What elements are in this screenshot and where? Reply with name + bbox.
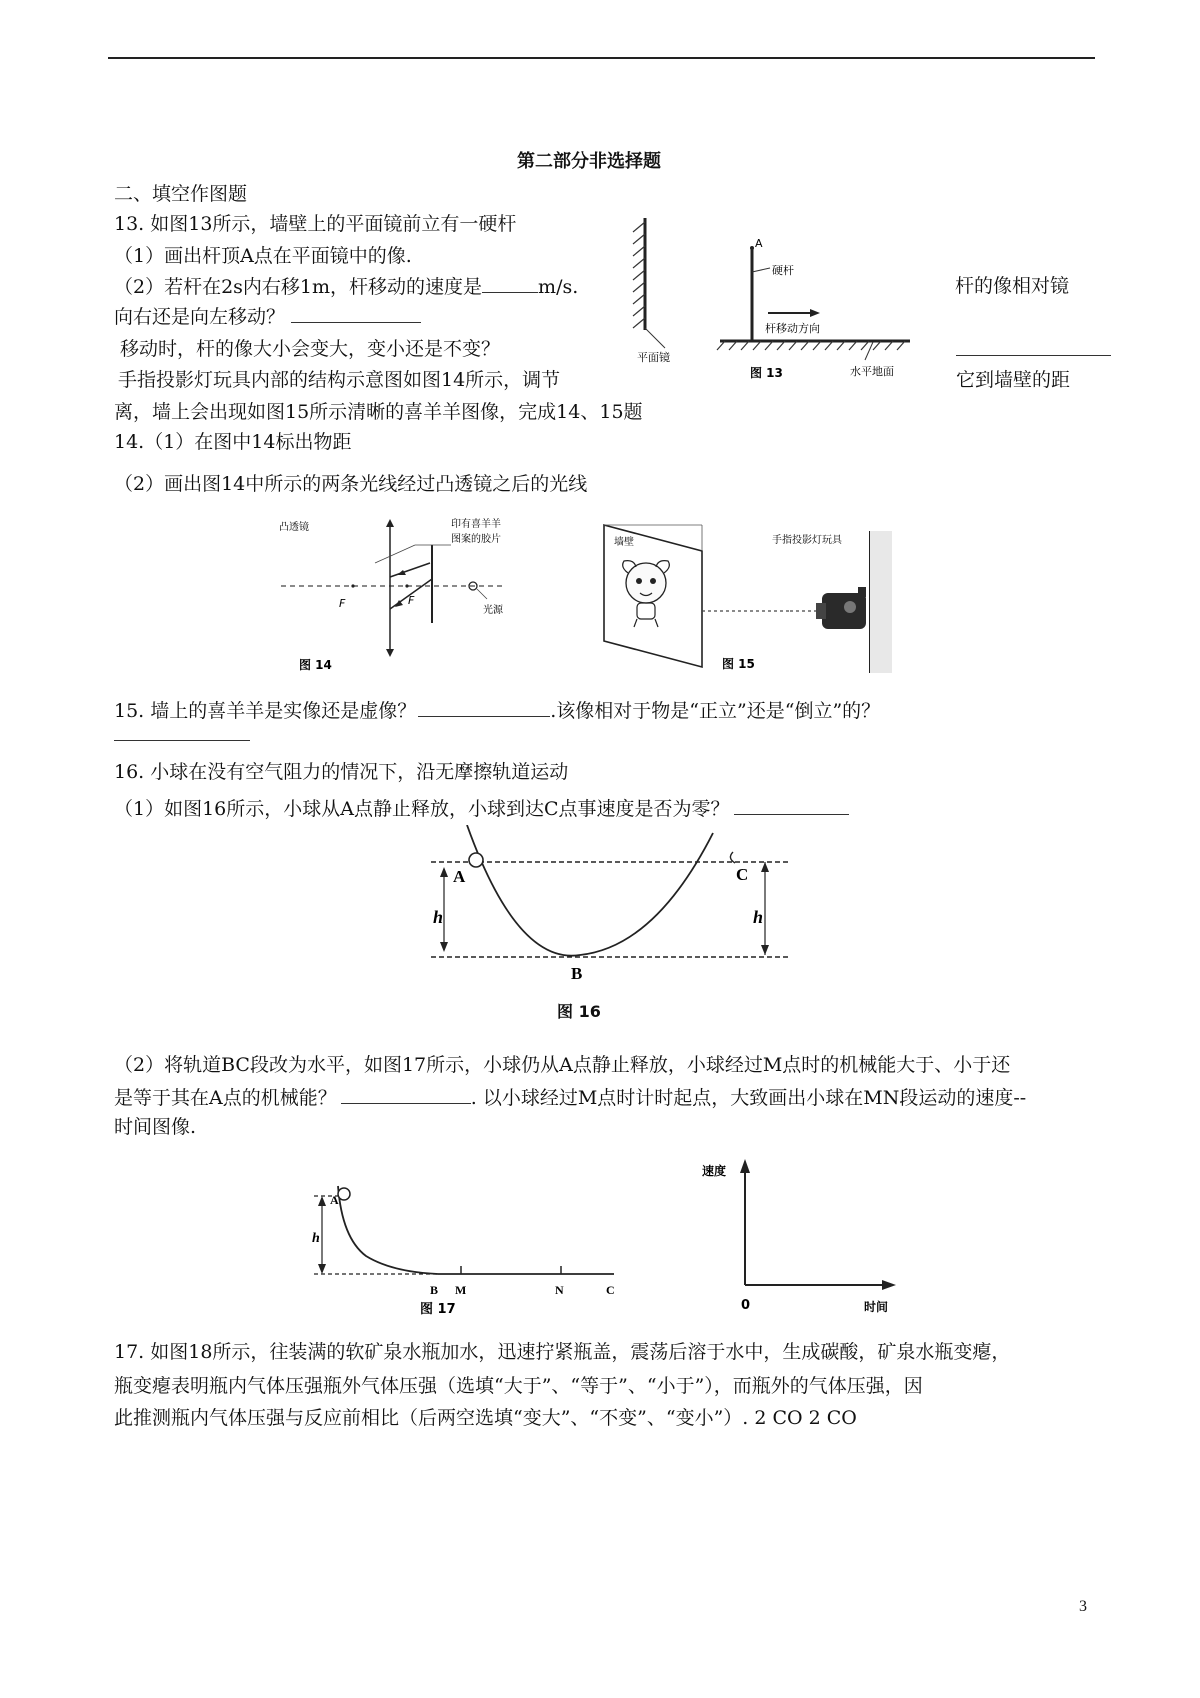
q15-line [114,698,880,723]
q13-speed-unit: m/s. [538,276,579,298]
fig16-label-C: C [736,865,749,884]
subsection-heading: 二、填空作图题 [114,183,248,205]
velocity-time-graph [670,1155,910,1320]
q13-stem: 13. 如图13所示，墙壁上的平面镜前立有一硬杆 [114,213,517,235]
fig14-label-lens: 凸透镜 [279,522,309,533]
q17-line2: 瓶变瘪表明瓶内气体压强瓶外气体压强（选填“大于”、“等于”、“小于”），而瓶外的气体压强，因 [114,1375,923,1397]
q16-part2-question: 是等于其在A点的机械能？ [114,1087,337,1109]
q16-part2-graph-instruction: . 以小球经过M点时计时起点，大致画出小球在MN段运动的速度-- [470,1087,1027,1109]
q15-orientation-blank-wrap [114,722,250,747]
figure-14 [275,515,535,675]
q15-real-virtual-blank[interactable] [418,698,550,717]
q14-part1: 14.（1）在图中14标出物距 [114,431,352,453]
fig15-label-toy: 手指投影灯玩具 [772,535,842,546]
q13-part2-line [114,274,578,299]
figure-16 [425,825,795,1025]
q13-size-blank-wrap [956,337,1111,362]
fig14-label-F2: F [408,594,415,607]
q13-speed-blank[interactable] [482,274,538,293]
fig14-label-film-2: 图案的胶片 [451,534,501,545]
fig17-label-C: C [606,1283,615,1297]
figure-13 [625,210,925,386]
q14-intro: 手指投影灯玩具内部的结构示意图如图14所示，调节 [118,369,561,391]
fig17-label-h: h [312,1231,320,1246]
fig13-label-rod: 硬杆 [772,264,794,277]
graph-origin: 0 [741,1298,751,1313]
fig13-label-A: A [755,237,763,250]
q16-part1: （1）如图16所示，小球从A点静止释放，小球到达C点事速度是否为零？ [114,798,730,820]
q13-mirror-relative: 杆的像相对镜 [955,275,1070,297]
q13-size-blank[interactable] [956,337,1111,356]
q15-question-b: .该像相对于物是“正立”还是“倒立”的？ [550,700,881,722]
figure-15 [590,515,895,673]
fig17-label-N: N [555,1283,564,1297]
fig16-label-h2: h [753,907,764,927]
projector-toy-icon [816,587,866,629]
q15-orientation-blank[interactable] [114,722,250,741]
q15-question-a: 15. 墙上的喜羊羊是实像还是虚像？ [114,700,417,722]
fig13-label-move: 杆移动方向 [765,322,820,335]
fig16-label-B: B [571,964,583,983]
q13-direction-line [114,304,421,329]
q16-speed-zero-blank[interactable] [734,796,849,815]
q14-part2: （2）画出图14中所示的两条光线经过凸透镜之后的光线 [114,473,588,495]
q14-intro-tail: 它到墙壁的距 [956,369,1071,391]
fig14-caption: 图 14 [299,658,332,672]
figure-17 [308,1180,628,1320]
fig17-label-A: A [330,1193,339,1207]
q16-part2-line2 [114,1085,1026,1110]
fig13-label-mirror: 平面镜 [637,351,670,364]
q13-part1: （1）画出杆顶A点在平面镜中的像. [114,245,412,267]
q13-direction-blank[interactable] [291,304,421,323]
graph-xlabel: 时间 [864,1300,889,1314]
page-number: 3 [1079,1598,1087,1615]
fig16-label-h1: h [433,907,444,927]
q16-part2-line1: （2）将轨道BC段改为水平，如图17所示，小球仍从A点静止释放，小球经过M点时的机械能大于、小于还 [114,1054,1011,1076]
fig17-label-B: B [430,1283,439,1297]
fig15-label-wall: 墙壁 [614,537,634,548]
q16-energy-blank[interactable] [341,1085,471,1104]
q14-intro-2: 离，墙上会出现如图15所示清晰的喜羊羊图像，完成14、15题 [114,401,643,423]
fig13-caption: 图 13 [750,366,783,380]
q16-stem: 16. 小球在没有空气阻力的情况下，沿无摩擦轨道运动 [114,761,569,783]
fig15-caption: 图 15 [722,657,755,671]
q17-line3: 此推测瓶内气体压强与反应前相比（后两空选填“变大”、“不变”、“变小”）. 2 CO 2 CO [114,1407,857,1429]
section-title: 第二部分非选择题 [517,151,661,172]
graph-ylabel: 速度 [702,1164,727,1178]
fig14-label-film-1: 印有喜羊羊 [451,519,501,530]
fig16-caption: 图 16 [557,1002,601,1021]
header-rule [108,57,1095,59]
q16-part2-line3: 时间图像. [114,1116,197,1138]
q17-line1: 17. 如图18所示，往装满的软矿泉水瓶加水，迅速拧紧瓶盖，震荡后溶于水中，生成碳酸，矿泉水瓶变瘪， [114,1341,1011,1363]
fig17-label-M: M [455,1283,467,1297]
fig13-label-ground: 水平地面 [850,365,894,378]
fig14-label-F1: F [339,597,346,610]
goat-image-icon [623,561,670,627]
q16-part1-line [114,796,849,821]
q13-direction-question: 向右还是向左移动？ [114,306,286,328]
fig17-caption: 图 17 [420,1302,456,1317]
fig14-label-source: 光源 [483,605,503,616]
fig16-label-A: A [453,867,466,886]
q13-part2-text: （2）若杆在2s内右移1m，杆移动的速度是 [114,276,483,298]
q13-size-question: 移动时，杆的像大小会变大，变小还是不变？ [120,338,501,360]
